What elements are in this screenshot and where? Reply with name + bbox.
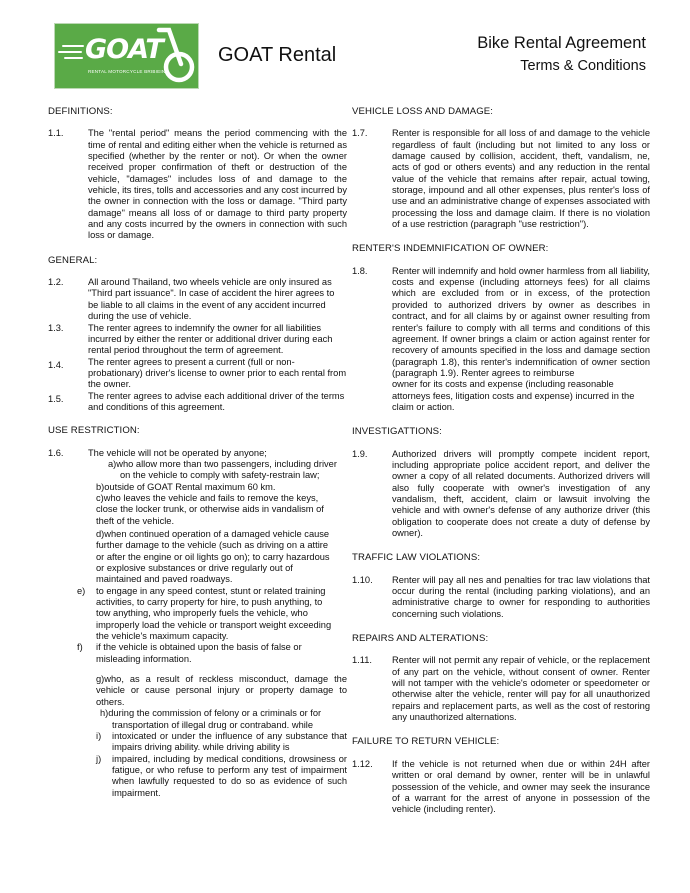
logo-word: GOAT xyxy=(85,34,163,65)
clause-number: 1.2. xyxy=(48,277,64,288)
section-heading-loss-damage: VEHICLE LOSS AND DAMAGE: xyxy=(352,106,494,117)
clause-number: 1.6. xyxy=(48,447,64,458)
clause-1-9 xyxy=(352,449,650,540)
clause-number: 1.5. xyxy=(48,393,64,404)
use-restriction-list-2 xyxy=(48,674,347,731)
list-text: intoxicated or under the influence of any substance that impairs driving ability. while driving ability is xyxy=(112,730,347,753)
clause-text: Renter will pay all nes and penalties for trac law violations that occur during the rental (including parking violations), and an administrative charge to owner for responding to authorities concerning such violations. xyxy=(392,574,650,619)
goat-rental-logo xyxy=(54,23,199,89)
list-item-h: h)during the commission of felony or a criminals or for transportation of illegal drug or contraband. while xyxy=(100,708,322,730)
clause-text: If the vehicle is not returned when due or within 24H after written or oral demand by owner, renter will be in unlawful possession of the vehicle, and owner may seek the insurance of a warrant for the arrest of anyone in possession of the vehicle (including renter). xyxy=(392,758,650,815)
list-item-c: c)who leaves the vehicle and fails to remove the keys, close the locker trunk, or otherwise aids in vandalism of theft of the vehicle. xyxy=(96,492,324,526)
document-title: Bike Rental Agreement xyxy=(477,34,646,52)
clause-text xyxy=(392,266,650,413)
clause-text: The "rental period" means the period commencing with the time of rental and editing either when the vehicle is returned as specified (whether by the renter or not). Or when the owner received proper confirmation of theft or destruction of the vehicle, "damages" includes loss of and damage to the vehicle, its tires, tolls and accessories and any cost incurred by the owner in connection with the loss or damage. "Third party damage" means all loss of or damage to third party property and any costs incurred by the owners in connection with such loss or damage. xyxy=(88,128,347,241)
clause-1-5 xyxy=(48,391,347,414)
clause-text: Authorized drivers will promptly compete incident report, including appropriate police accident report, and deliver the owner a copy of all related documents. Authorized drivers will also fully cooperate with owner's investigation of any vandalism, theft, accident, claim or lawsuit involving the vehicle and with owner's defense of any authorize driver (this obligation to cooperate does not create a duty of defense by owner). xyxy=(392,448,650,538)
clause-number: 1.8. xyxy=(352,265,368,276)
section-heading-indemnification: RENTER'S INDEMNIFICATION OF OWNER: xyxy=(352,243,549,255)
logo-tagline: RENTAL MOTORCYCLE BRIBIEIN xyxy=(88,69,166,74)
brand-name: GOAT Rental xyxy=(218,44,337,66)
document-subtitle: Terms & Conditions xyxy=(520,58,646,74)
clause-text-tail: owner for its costs and expense (including reasonable attorneys fees, litigation costs and expense) incurred in the claim or action. xyxy=(392,379,635,412)
clause-text-main: Renter will indemnify and hold owner harmless from all liability, costs and expense (including attorneys fees) for all claims which are excluded from or in excess, of the protection provided to authorized drivers by owner as describes in contract, and for all claims by or against owner resulting from renter's failure to comply with all terms and conditions of this agreement. If owner brings a claim or action against renter for recovery of amounts specified in the loss and damage section (paragraph 1.8), this renter's indemnification of owner section (paragraph 1.9). Renter agrees to reimburse xyxy=(392,265,650,378)
clause-1-12 xyxy=(352,759,650,816)
right-column xyxy=(352,106,650,816)
list-marker: j) xyxy=(96,753,102,764)
list-text: to engage in any speed contest, stunt or related training activities, to carry property for hire, to push anything, to tow anything, who improperly fuels the vehicle, who improperly load the vehicle or transport weight exceeding the vehicle's maximum capacity. xyxy=(96,585,332,642)
list-text: impaired, including by medical conditions, drowsiness or fatigue, or who refuse to perform any test of impairment when lawfully requested to do so as evidence of such impairment. xyxy=(112,753,347,798)
section-heading-general: GENERAL: xyxy=(48,254,98,266)
list-item-i xyxy=(48,731,347,754)
clause-1-3 xyxy=(48,323,347,357)
section-heading-traffic-violations: TRAFFIC LAW VIOLATIONS: xyxy=(352,552,481,564)
list-item-b: b)outside of GOAT Rental maximum 60 km. xyxy=(96,481,276,492)
left-column xyxy=(48,106,347,799)
list-marker: e) xyxy=(77,585,86,596)
clause-1-8 xyxy=(352,266,650,413)
list-marker: f) xyxy=(77,642,83,653)
clause-number: 1.10. xyxy=(352,574,373,585)
list-item-f xyxy=(48,642,347,665)
clause-number: 1.3. xyxy=(48,322,64,333)
section-heading-use-restriction: USE RESTRICTION: xyxy=(48,425,140,437)
list-item-j xyxy=(48,754,347,799)
use-restriction-list xyxy=(48,459,347,586)
clause-number: 1.1. xyxy=(48,128,64,139)
list-item-d: d)when continued operation of a damaged vehicle cause further damage to the vehicle (such as driving on a attire or after the engine or oil lights go on); to carry hazardous or explosive substances or drive regularly out of maintained and paved roadways. xyxy=(96,529,330,585)
clause-number: 1.9. xyxy=(352,448,368,459)
clause-1-10 xyxy=(352,575,650,620)
clause-1-6 xyxy=(48,448,347,459)
clause-1-2 xyxy=(48,277,347,322)
clause-text: All around Thailand, two wheels vehicle are only insured as "Third part issuance". In case of accident the hirer agrees to be liable to all claims in the event of any accident incurred during the use of vehicle. xyxy=(88,277,335,322)
clause-1-11 xyxy=(352,655,650,723)
clause-number: 1.11. xyxy=(352,655,372,666)
clause-number: 1.12. xyxy=(352,758,373,769)
document-title-block xyxy=(477,32,646,78)
clause-number: 1.7. xyxy=(352,128,368,139)
list-marker: i) xyxy=(96,730,102,741)
clause-1-7 xyxy=(352,128,650,230)
clause-1-4 xyxy=(48,357,347,391)
section-heading-failure-to-return: FAILURE TO RETURN VEHICLE: xyxy=(352,736,500,748)
clause-number: 1.4. xyxy=(48,359,64,370)
section-heading-investigations: INVESTIGATTIONS: xyxy=(352,426,442,438)
section-heading-repairs: REPAIRS AND ALTERATIONS: xyxy=(352,633,489,645)
list-item-e xyxy=(48,586,347,643)
list-item-a: a)who allow more than two passengers, including driver on the vehicle to comply with safety-restrain law; xyxy=(108,458,337,481)
list-text: if the vehicle is obtained upon the basis of false or misleading information. xyxy=(96,642,302,664)
clause-text: Renter is responsible for all loss of and damage to the vehicle regardless of fault (including but not limited to any loss or damage caused by collision, accident, theft, vandalism, ne, acts of god or others events) and any reduction in the rental value of the vehicle that remains after repair, actual towing, storage, impound and all other expenses, plus renter's loss of use and an administrative change of expenses associated with processing the loss and damage claim. If there is no violation of a use restriction (paragraph "use restriction"). xyxy=(392,128,650,230)
clause-text: Renter will not permit any repair of vehicle, or the replacement of any part on the vehicle, without consent of owner. Renter will not tamper with the vehicle's odometer or speedometer or otherwise alter the vehicle, renter will pay for all unauthorized repairs and replacement parts, as well as the cost of restoring any unauthorized alternations. xyxy=(392,655,650,723)
section-heading-definitions: DEFINITIONS: xyxy=(48,106,113,117)
clause-text: The renter agrees to indemnify the owner for all liabilities incurred by either the renter or additional driver during each rental period throughout the term of agreement. xyxy=(88,322,333,356)
list-item-g: g)who, as a result of reckless misconduct, damage the vehicle or cause personal injury or property damage to others. xyxy=(96,674,347,707)
clause-text: The vehicle will not be operated by anyone; xyxy=(88,447,267,458)
clause-1-1 xyxy=(48,128,347,241)
clause-text: The renter agrees to present a current (full or non-probationary) driver's license to owner prior to each rental from the owner. xyxy=(88,356,347,390)
clause-text: The renter agrees to advise each additional driver of the terms and conditions of this agreement. xyxy=(88,390,345,412)
